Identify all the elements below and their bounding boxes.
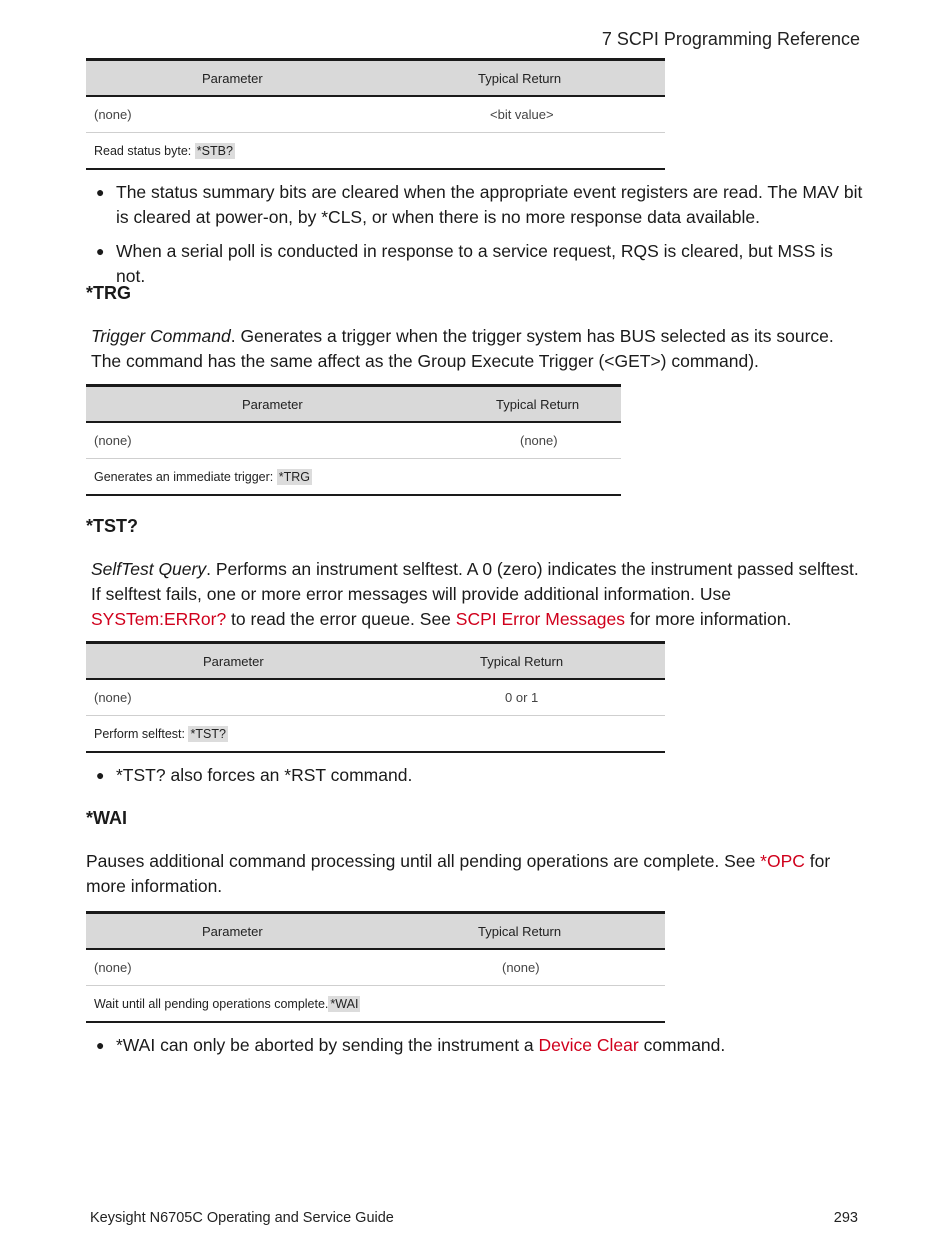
chapter-title: 7 SCPI Programming Reference: [601, 29, 860, 49]
tst-heading: *TST?: [86, 516, 138, 536]
scpi-error-messages-link[interactable]: SCPI Error Messages: [455, 609, 625, 629]
bullet-icon: ●: [96, 1037, 105, 1053]
example-code: *WAI: [330, 996, 359, 1011]
example-row: [86, 986, 665, 1023]
wai-bullet-text-2: command.: [638, 1035, 726, 1055]
example-label: Generates an immediate trigger:: [94, 469, 277, 484]
header-parameter: Parameter: [202, 923, 263, 939]
example-text: [94, 997, 360, 1011]
header-typical-return: Typical Return: [478, 923, 562, 939]
example-label: Perform selftest:: [94, 726, 189, 741]
stb-table: [86, 58, 665, 170]
wai-bullet-text-1: *WAI can only be aborted by sending the instrument a: [116, 1035, 539, 1055]
param-value: (none): [94, 433, 132, 448]
tst-desc-text-2: to read the error queue. See: [226, 609, 456, 629]
trg-table: [86, 384, 621, 496]
footer-page-number: 293: [833, 1210, 858, 1226]
header-typical-return: Typical Return: [478, 70, 562, 86]
table-row: [86, 680, 665, 716]
system-error-link[interactable]: SYSTem:ERRor?: [91, 609, 227, 629]
example-code: *STB?: [196, 143, 233, 158]
param-value: (none): [94, 960, 132, 975]
tst-desc-italic: SelfTest Query: [91, 559, 207, 579]
table-header-row: [86, 58, 665, 97]
bullet-icon: ●: [96, 767, 105, 783]
table-header-row: [86, 641, 665, 680]
example-row: [86, 716, 665, 753]
wai-table: [86, 911, 665, 1023]
trg-desc-text: . Generates a trigger when the trigger system has BUS selected as its source. The command has the same affect as the Group Execute Trigger (<GET>) command).: [91, 326, 834, 371]
trg-description: [91, 324, 861, 374]
return-value: <bit value>: [490, 107, 554, 122]
example-code: *TRG: [278, 469, 310, 484]
device-clear-link[interactable]: Device Clear: [538, 1035, 639, 1055]
example-text: [94, 727, 228, 741]
footer-guide-title: Keysight N6705C Operating and Service Guide: [90, 1210, 394, 1226]
trg-heading: *TRG: [86, 283, 131, 303]
header-typical-return: Typical Return: [480, 653, 564, 669]
table-row: [86, 97, 665, 133]
opc-link[interactable]: *OPC: [760, 851, 805, 871]
table-header-row: [86, 911, 665, 950]
param-value: (none): [94, 690, 132, 705]
tst-desc-text-1: . Performs an instrument selftest. A 0 (zero) indicates the instrument passed selftest. If selftest fails, one or more error messages will provide additional information. Use: [91, 559, 859, 604]
table-row: [86, 950, 665, 986]
header-parameter: Parameter: [202, 70, 263, 86]
bullet-text: [116, 1033, 866, 1058]
example-label: Wait until all pending operations complete.: [94, 996, 329, 1011]
header-parameter: Parameter: [203, 653, 264, 669]
tst-desc-text-3: for more information.: [625, 609, 792, 629]
wai-description: [86, 849, 866, 899]
bullet-icon: ●: [96, 243, 105, 259]
tst-table: [86, 641, 665, 753]
bullet-text: The status summary bits are cleared when the appropriate event registers are read. The MAV bit is cleared at power-on, by *CLS, or when there is no more response data available.: [116, 182, 863, 227]
trg-desc-italic: Trigger Command: [91, 326, 231, 346]
header-typical-return: Typical Return: [496, 396, 580, 412]
table-row: [86, 423, 621, 459]
wai-desc-text-1: Pauses additional command processing until all pending operations are complete. See: [86, 851, 761, 871]
wai-heading: *WAI: [86, 808, 128, 828]
bullet-text: *TST? also forces an *RST command.: [116, 765, 413, 785]
bullet-icon: ●: [96, 184, 105, 200]
example-text: [94, 144, 235, 158]
return-value: (none): [502, 960, 540, 975]
example-row: [86, 133, 665, 170]
bullet-text: When a serial poll is conducted in response to a service request, RQS is cleared, but MSS is not.: [116, 241, 833, 286]
example-code: *TST?: [190, 726, 226, 741]
example-label: Read status byte:: [94, 143, 195, 158]
example-row: [86, 459, 621, 496]
header-parameter: Parameter: [242, 396, 303, 412]
return-value: 0 or 1: [505, 690, 539, 705]
wai-desc-text-2: for more information.: [86, 851, 831, 896]
tst-description: [91, 557, 866, 632]
example-text: [94, 470, 312, 484]
return-value: (none): [520, 433, 558, 448]
param-value: (none): [94, 107, 132, 122]
table-header-row: [86, 384, 621, 423]
